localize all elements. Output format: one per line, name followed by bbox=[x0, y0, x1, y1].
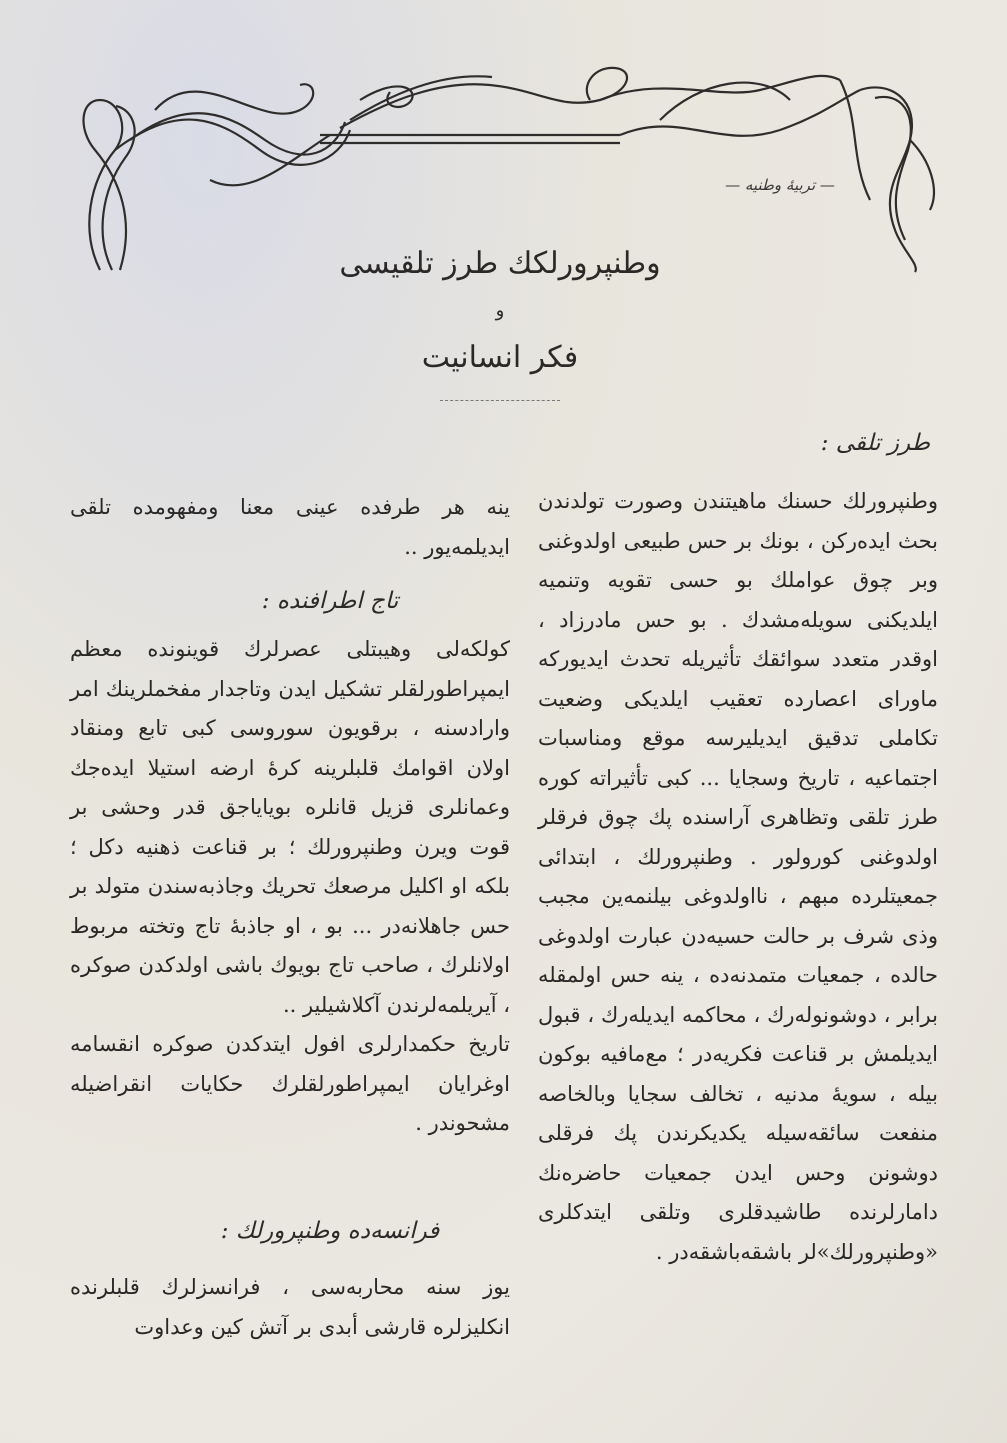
paragraph: تاریخ حکمدارلری افول ایتدکدن صوکره انقسامه اوغرایان ایمپراطورلقلرك حکایات انقراضیله مشحوندر . bbox=[70, 1032, 510, 1135]
paragraph: کولکه‌لی وهیبتلی عصرلرك قوینونده معظم ایمپراطورلقلر تشکیل ایدن وتاجدار مفخملرینك امر وارادسنه ، برقویون سوروسی کبی تابع ومنقاد اولان اقوامك قلبلرینه کرهٔ ارضه استیلا ایده‌جك وعمانلری قزیل قانلره بویایاجق قدر وحشی بر قوت ویرن وطنپرورلك ؛ بر قناعت ذهنیه دکل ؛ بلکه او اکلیل مرصعك تحریك وجاذبه‌سندن متولد بر حس جاهلانه‌در ... بو ، او جاذبهٔ تاج وتخته مربوط اولانلرك ، صاحب تاج بویوك باشی اولدکدن صوکره ، آیریلمه‌لرندن آکلاشیلیر .. bbox=[70, 637, 510, 1017]
ornamental-header-border bbox=[60, 40, 960, 280]
paragraph: وطنپرورلك حسنك ماهیتندن وصورت تولدندن بحث ایده‌رکن ، بونك بر حس طبیعی اولدوغنی وبر چوق عواملك بو حسی تقویه وتنمیه ایلدیکنی سویله‌مشدك . بو حس مادرزاد ، اوقدر متعدد سوائقك تأثیریله تحدث ایدیورکه ماورای اعصارده تعقیب ایلدیکی وضعیت تکاملی تدقیق ایدیلیرسه موقع ومناسبات اجتماعیه ، تاریخ وسجایا ... کبی تأثیراته کوره طرز تلقی وتظاهری آراسنده پك چوق فرقلر اولدوغنی کورولور . وطنپرورلك ، ابتدائی جمعیتلرده مبهم ، نااولدوغی بیلنمه‌ین مجبب وذی شرف بر حالت حسیه‌دن عبارت اولدوغی حالده ، جمعیات متمدنه‌ده ، ینه حس اولمقله برابر ، دوشونوله‌رك ، محاکمه ایدیله‌رك ، قبول ایدیلمش بر قناعت فکریه‌در ؛ مع‌مافیه بوکون بیله ، سویهٔ مدنیه ، تخالف سجایا وبالخاصه منفعت سائقه‌سیله یکدیکرندن پك فرقلی دوشونن وحس ایدن جمعیات حاضره‌نك دامارلرنده طاشیدقلری وتلقی ایتدکلری «وطنپرورلك»لر باشقه‌باشقه‌در . bbox=[538, 489, 938, 1264]
left-column-middle-text bbox=[70, 630, 510, 1144]
article-title-conjunction: و bbox=[495, 300, 505, 321]
paragraph: ینه هر طرفده عینی معنا ومفهومده تلقی ایدیلمه‌یور .. bbox=[70, 495, 510, 559]
section-label: — تربیهٔ وطنیه — bbox=[725, 176, 835, 194]
paragraph: یوز سنه محاربه‌سی ، فرانسزلرك قلبلرنده انکلیزلره قارشی أبدی بر آتش کین وعداوت bbox=[70, 1275, 510, 1339]
article-title-line-2: فکر انسانیت bbox=[421, 340, 579, 375]
left-column-bottom-text bbox=[70, 1268, 510, 1347]
left-column-top-text bbox=[70, 488, 510, 567]
subheading-france: فرانسه‌ده وطنپرورلك : bbox=[220, 1218, 440, 1244]
subheading-right-column: طرز تلقی : bbox=[820, 430, 930, 456]
right-column-text bbox=[538, 482, 938, 1272]
article-title-line-1: وطنپرورلکك طرز تلقیسی bbox=[339, 246, 661, 281]
title-divider bbox=[440, 400, 560, 401]
subheading-crown: تاج اطرافنده : bbox=[261, 588, 399, 614]
